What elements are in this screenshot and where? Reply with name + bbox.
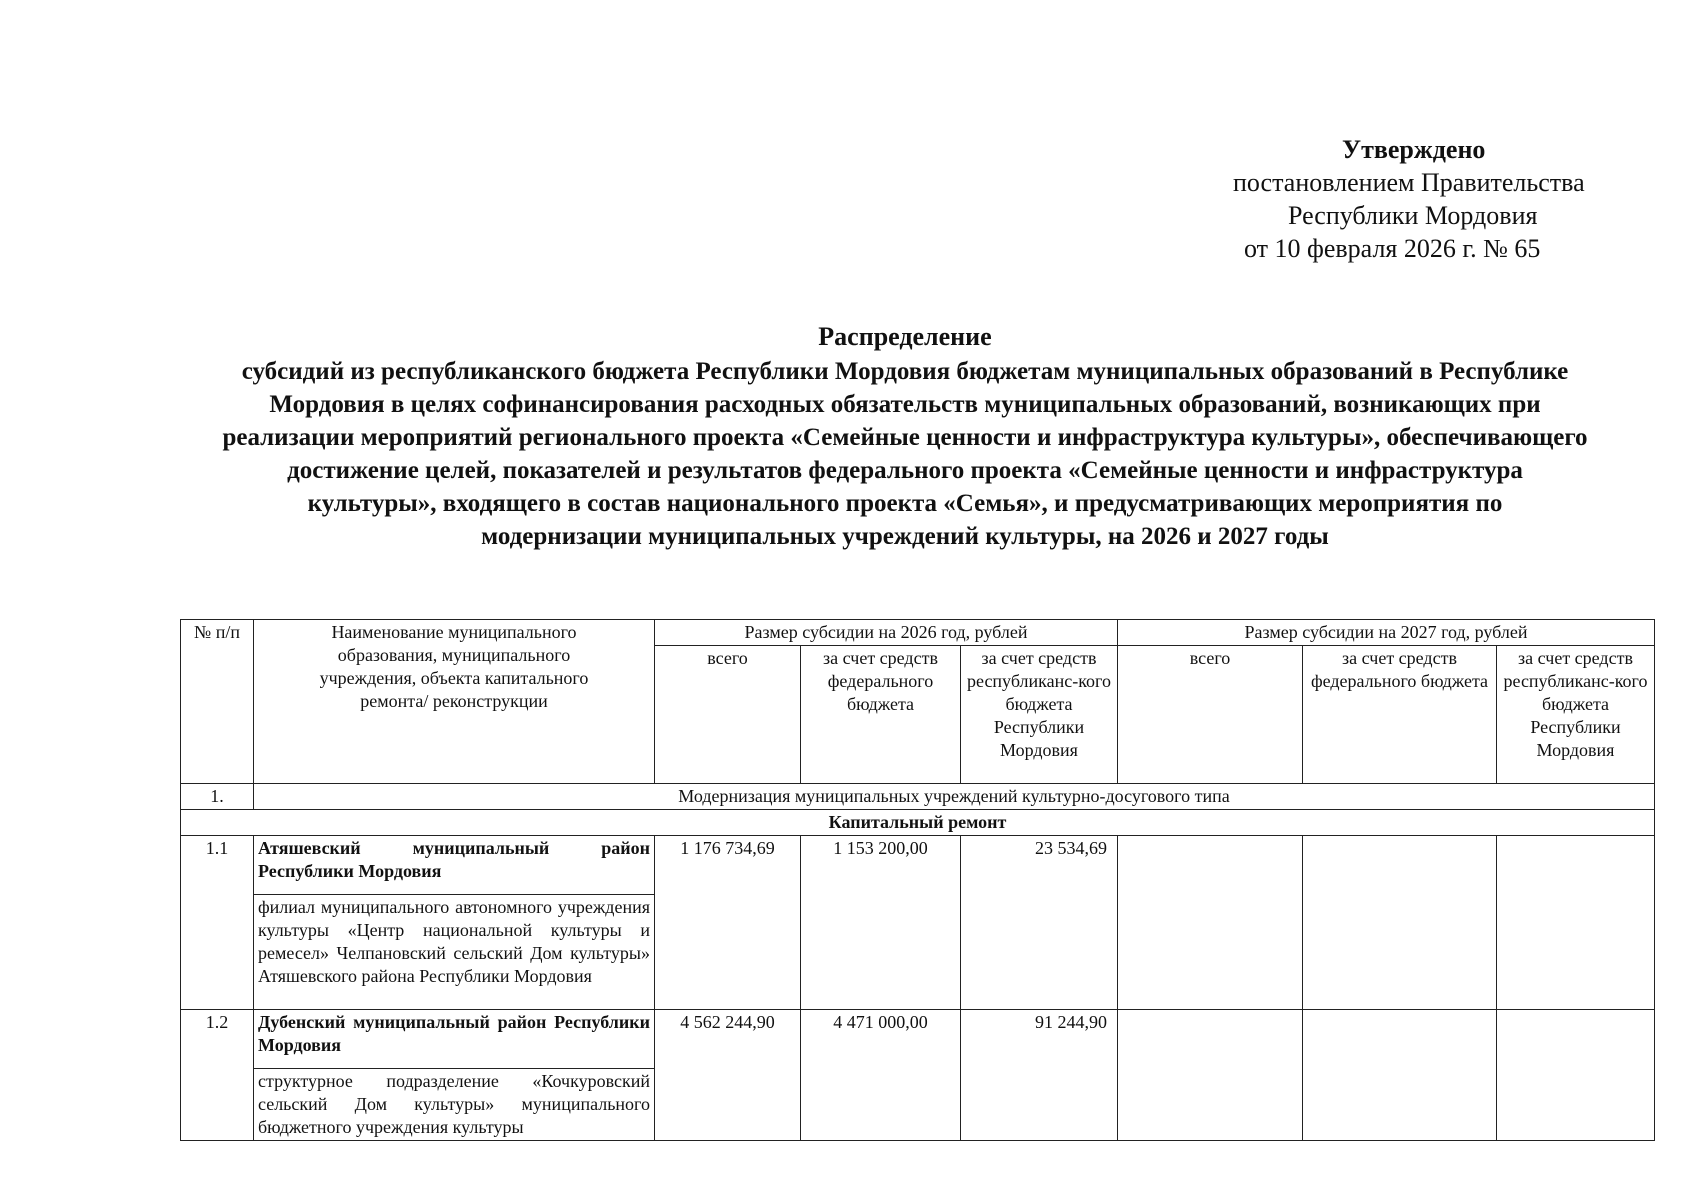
header-2026: Размер субсидии на 2026 год, рублей	[655, 620, 1118, 646]
row-federal-2026: 4 471 000,00	[801, 1010, 961, 1141]
subsection-row	[181, 810, 1655, 836]
row-total-2026: 4 562 244,90	[655, 1010, 801, 1141]
row-municipality: Атяшевский муниципальный район Республики Мордовия	[254, 836, 655, 895]
approval-label: Утверждено	[1342, 135, 1486, 164]
approval-line-1: постановлением Правительства	[1233, 168, 1585, 197]
header-federal-2027: за счет средств федерального бюджета	[1303, 646, 1497, 784]
row-federal-2026: 1 153 200,00	[801, 836, 961, 1010]
row-republic-2026: 91 244,90	[961, 1010, 1118, 1141]
section-num: 1.	[181, 784, 254, 810]
subsection-label: Капитальный ремонт	[181, 810, 1655, 836]
row-num: 1.1	[181, 836, 254, 1010]
section-row	[181, 784, 1655, 810]
approval-line-2: Республики Мордовия	[1288, 201, 1538, 230]
row-republic-2027	[1497, 1010, 1655, 1141]
subtitle-line: модернизации муниципальных учреждений культуры, на 2026 и 2027 годы	[481, 523, 1329, 550]
header-row	[181, 620, 1655, 646]
subtitle-line: субсидий из республиканского бюджета Республики Мордовия бюджетам муниципальных образований в Республике	[241, 358, 1569, 385]
approval-line-3: от 10 февраля 2026 г. № 65	[1244, 234, 1541, 263]
subtitle-line: реализации мероприятий регионального проекта «Семейные ценности и инфраструктура культуры», обеспечивающего	[222, 424, 1588, 451]
document-title: Распределение	[818, 322, 992, 351]
header-total-2026: всего	[655, 646, 801, 784]
row-republic-2026: 23 534,69	[961, 836, 1118, 1010]
header-2027: Размер субсидии на 2027 год, рублей	[1118, 620, 1655, 646]
header-name: Наименование муниципального образования, муниципального учреждения, объекта капитального ремонта/ реконструкции	[254, 620, 655, 784]
approval-block	[1215, 133, 1645, 265]
row-municipality: Дубенский муниципальный район Республики Мордовия	[254, 1010, 655, 1069]
row-republic-2027	[1497, 836, 1655, 1010]
subtitle-line: культуры», входящего в состав национального проекта «Семья», и предусматривающих мероприятия по	[307, 490, 1503, 517]
row-total-2027	[1118, 836, 1303, 1010]
row-institution: филиал муниципального автономного учреждения культуры «Центр национальной культуры и ремесел» Челпановский сельский Дом культуры» Атяшевского района Республики Мордовия	[254, 895, 655, 1010]
section-label: Модернизация муниципальных учреждений культурно-досугового типа	[254, 784, 1655, 810]
row-federal-2027	[1303, 1010, 1497, 1141]
subsidy-table	[180, 619, 1655, 1141]
table-row	[181, 1010, 1655, 1069]
header-total-2027: всего	[1118, 646, 1303, 784]
header-federal-2026: за счет средств федерального бюджета	[801, 646, 961, 784]
table-row	[181, 836, 1655, 895]
subtitle-line: Мордовия в целях софинансирования расходных обязательств муниципальных образований, возникающих при	[269, 391, 1541, 418]
row-total-2027	[1118, 1010, 1303, 1141]
row-num: 1.2	[181, 1010, 254, 1141]
row-federal-2027	[1303, 836, 1497, 1010]
subtitle-line: достижение целей, показателей и результатов федерального проекта «Семейные ценности и инфраструктура	[287, 457, 1523, 484]
header-republic-2027: за счет средств республиканс-кого бюджета Республики Мордовия	[1497, 646, 1655, 784]
document-subtitle	[160, 355, 1650, 553]
row-total-2026: 1 176 734,69	[655, 836, 801, 1010]
header-republic-2026: за счет средств республиканс-кого бюджета Республики Мордовия	[961, 646, 1118, 784]
row-institution: структурное подразделение «Кочкуровский сельский Дом культуры» муниципального бюджетного учреждения культуры	[254, 1069, 655, 1141]
header-num: № п/п	[181, 620, 254, 784]
